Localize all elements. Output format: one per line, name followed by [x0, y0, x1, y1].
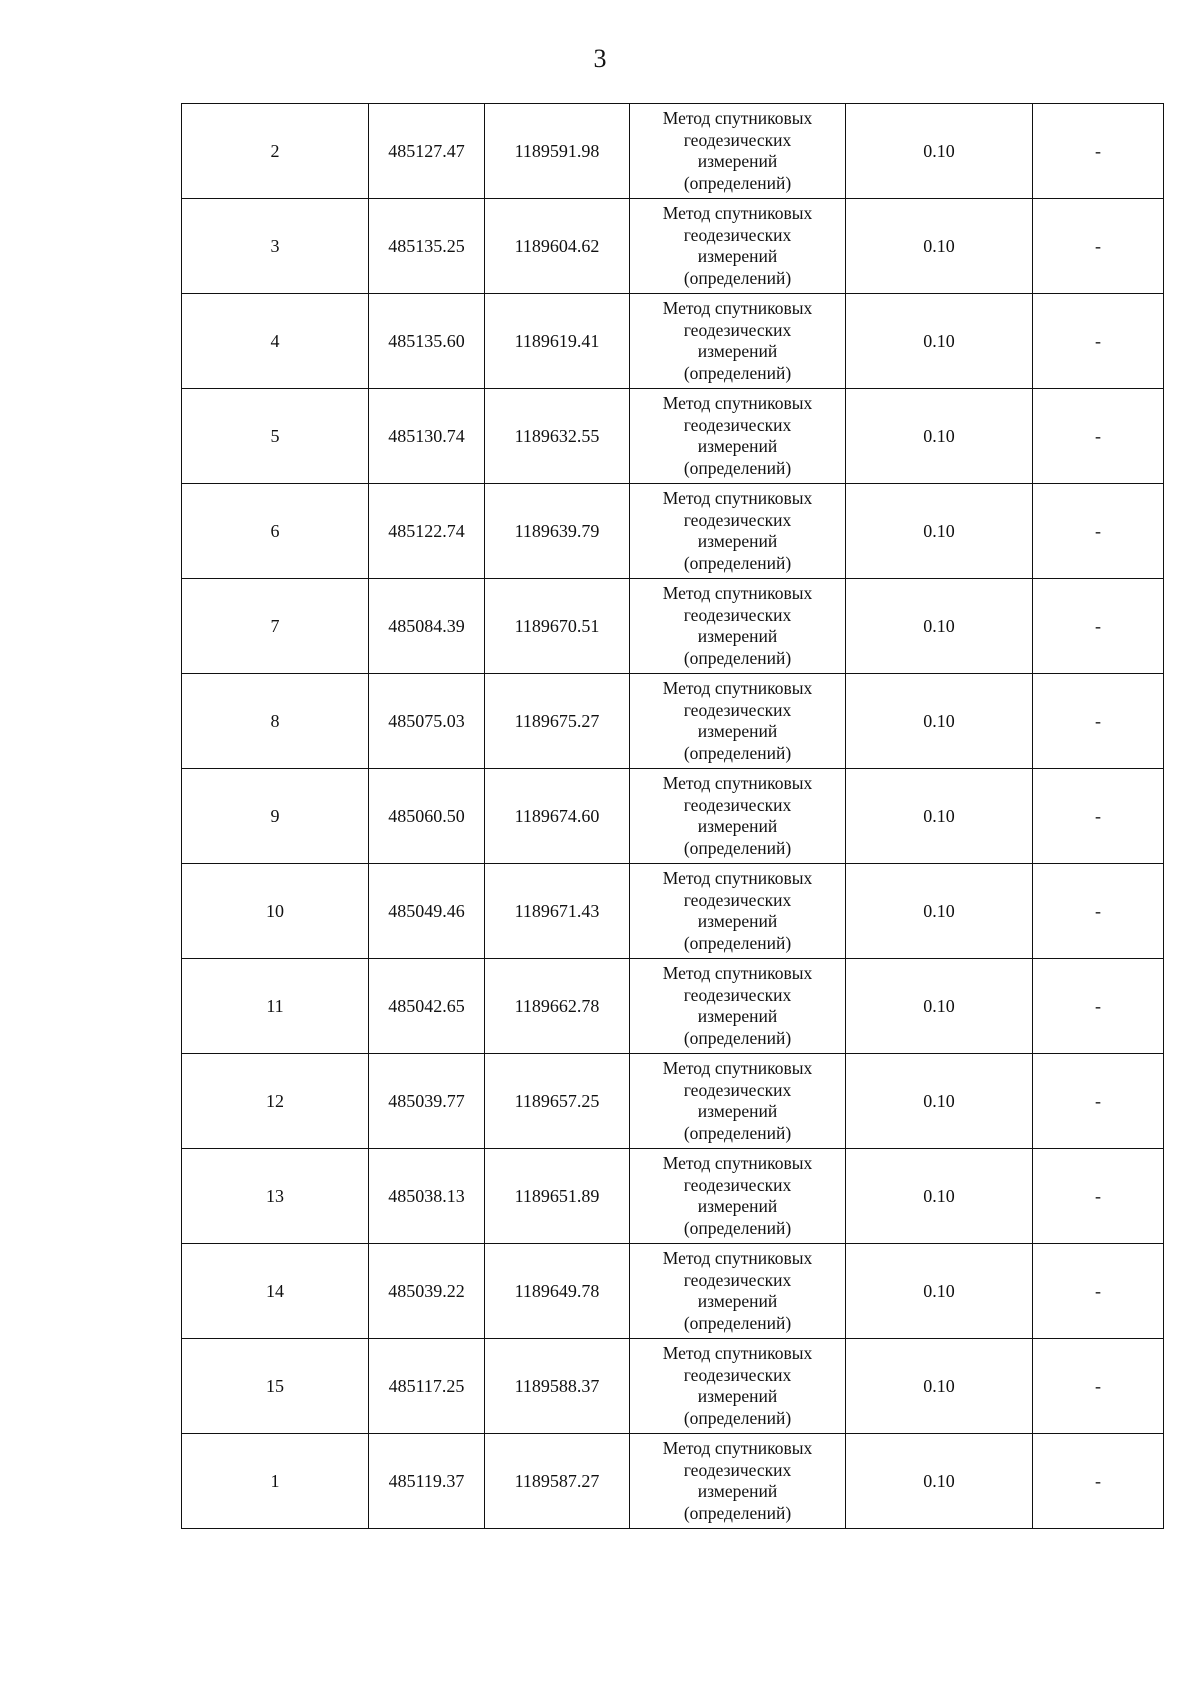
- y-coordinate-cell: 1189662.78: [485, 959, 630, 1054]
- method-line: геодезических: [683, 414, 792, 435]
- method-line: (определений): [683, 1217, 792, 1238]
- method-line: (определений): [683, 1502, 792, 1523]
- method-cell: [630, 674, 846, 769]
- method-line: (определений): [683, 837, 792, 858]
- note-cell: -: [1033, 1339, 1164, 1434]
- point-number-cell: 15: [182, 1339, 369, 1434]
- note-cell: -: [1033, 864, 1164, 959]
- method-line: (определений): [683, 457, 792, 478]
- method-line: измерений: [697, 721, 778, 741]
- table-row: [182, 1054, 1164, 1149]
- x-coordinate-cell: 485042.65: [369, 959, 485, 1054]
- method-cell: [630, 1244, 846, 1339]
- method-line: (определений): [683, 267, 792, 288]
- method-line: геодезических: [683, 224, 792, 245]
- method-line: геодезических: [683, 1459, 792, 1480]
- method-line: геодезических: [683, 984, 792, 1005]
- x-coordinate-cell: 485117.25: [369, 1339, 485, 1434]
- method-cell: [630, 769, 846, 864]
- accuracy-cell: 0.10: [846, 674, 1033, 769]
- accuracy-cell: 0.10: [846, 199, 1033, 294]
- accuracy-cell: 0.10: [846, 1149, 1033, 1244]
- method-line: измерений: [697, 1006, 778, 1026]
- point-number-cell: 2: [182, 104, 369, 199]
- method-line: геодезических: [683, 1269, 792, 1290]
- x-coordinate-cell: 485084.39: [369, 579, 485, 674]
- table-row: [182, 579, 1164, 674]
- method-line: измерений: [697, 1196, 778, 1216]
- method-line: измерений: [697, 151, 778, 171]
- accuracy-cell: 0.10: [846, 1339, 1033, 1434]
- method-cell: [630, 199, 846, 294]
- method-cell: [630, 1054, 846, 1149]
- method-line: геодезических: [683, 509, 792, 530]
- method-cell: [630, 104, 846, 199]
- method-line: геодезических: [683, 1079, 792, 1100]
- method-line: (определений): [683, 362, 792, 383]
- method-line: Метод спутниковых: [662, 583, 813, 603]
- table-row: [182, 1434, 1164, 1529]
- method-line: геодезических: [683, 129, 792, 150]
- point-number-cell: 7: [182, 579, 369, 674]
- method-line: (определений): [683, 172, 792, 193]
- point-number-cell: 12: [182, 1054, 369, 1149]
- method-line: Метод спутниковых: [662, 203, 813, 223]
- table-row: [182, 864, 1164, 959]
- method-line: измерений: [697, 531, 778, 551]
- point-number-cell: 6: [182, 484, 369, 579]
- y-coordinate-cell: 1189651.89: [485, 1149, 630, 1244]
- note-cell: -: [1033, 769, 1164, 864]
- method-line: измерений: [697, 1101, 778, 1121]
- accuracy-cell: 0.10: [846, 769, 1033, 864]
- note-cell: -: [1033, 1434, 1164, 1529]
- y-coordinate-cell: 1189671.43: [485, 864, 630, 959]
- y-coordinate-cell: 1189639.79: [485, 484, 630, 579]
- point-number-cell: 13: [182, 1149, 369, 1244]
- method-line: (определений): [683, 932, 792, 953]
- point-number-cell: 8: [182, 674, 369, 769]
- table-row: [182, 674, 1164, 769]
- method-line: Метод спутниковых: [662, 1343, 813, 1363]
- method-line: (определений): [683, 1407, 792, 1428]
- method-line: измерений: [697, 816, 778, 836]
- method-line: измерений: [697, 1291, 778, 1311]
- x-coordinate-cell: 485135.25: [369, 199, 485, 294]
- y-coordinate-cell: 1189588.37: [485, 1339, 630, 1434]
- y-coordinate-cell: 1189657.25: [485, 1054, 630, 1149]
- table-row: [182, 389, 1164, 484]
- method-line: Метод спутниковых: [662, 678, 813, 698]
- note-cell: -: [1033, 579, 1164, 674]
- table-row: [182, 294, 1164, 389]
- method-cell: [630, 1149, 846, 1244]
- page-number: 3: [593, 44, 607, 73]
- table-row: [182, 1339, 1164, 1434]
- method-line: (определений): [683, 552, 792, 573]
- method-cell: [630, 1339, 846, 1434]
- method-line: измерений: [697, 341, 778, 361]
- point-number-cell: 14: [182, 1244, 369, 1339]
- accuracy-cell: 0.10: [846, 389, 1033, 484]
- method-line: измерений: [697, 911, 778, 931]
- point-number-cell: 10: [182, 864, 369, 959]
- accuracy-cell: 0.10: [846, 864, 1033, 959]
- note-cell: -: [1033, 1149, 1164, 1244]
- y-coordinate-cell: 1189591.98: [485, 104, 630, 199]
- table-row: [182, 104, 1164, 199]
- point-number-cell: 4: [182, 294, 369, 389]
- method-line: геодезических: [683, 794, 792, 815]
- accuracy-cell: 0.10: [846, 579, 1033, 674]
- method-line: измерений: [697, 1481, 778, 1501]
- y-coordinate-cell: 1189604.62: [485, 199, 630, 294]
- method-line: (определений): [683, 1027, 792, 1048]
- method-cell: [630, 864, 846, 959]
- note-cell: -: [1033, 1054, 1164, 1149]
- method-line: измерений: [697, 626, 778, 646]
- method-cell: [630, 294, 846, 389]
- accuracy-cell: 0.10: [846, 1054, 1033, 1149]
- note-cell: -: [1033, 1244, 1164, 1339]
- note-cell: -: [1033, 294, 1164, 389]
- method-line: Метод спутниковых: [662, 298, 813, 318]
- method-line: Метод спутниковых: [662, 393, 813, 413]
- point-number-cell: 3: [182, 199, 369, 294]
- y-coordinate-cell: 1189670.51: [485, 579, 630, 674]
- method-line: Метод спутниковых: [662, 773, 813, 793]
- table-row: [182, 484, 1164, 579]
- x-coordinate-cell: 485038.13: [369, 1149, 485, 1244]
- x-coordinate-cell: 485039.77: [369, 1054, 485, 1149]
- method-line: (определений): [683, 742, 792, 763]
- method-line: измерений: [697, 246, 778, 266]
- method-line: геодезических: [683, 699, 792, 720]
- note-cell: -: [1033, 484, 1164, 579]
- y-coordinate-cell: 1189675.27: [485, 674, 630, 769]
- point-number-cell: 11: [182, 959, 369, 1054]
- y-coordinate-cell: 1189674.60: [485, 769, 630, 864]
- accuracy-cell: 0.10: [846, 959, 1033, 1054]
- accuracy-cell: 0.10: [846, 484, 1033, 579]
- x-coordinate-cell: 485119.37: [369, 1434, 485, 1529]
- x-coordinate-cell: 485039.22: [369, 1244, 485, 1339]
- method-line: геодезических: [683, 604, 792, 625]
- accuracy-cell: 0.10: [846, 1244, 1033, 1339]
- method-line: Метод спутниковых: [662, 1058, 813, 1078]
- note-cell: -: [1033, 389, 1164, 484]
- method-line: Метод спутниковых: [662, 1438, 813, 1458]
- method-line: Метод спутниковых: [662, 488, 813, 508]
- x-coordinate-cell: 485060.50: [369, 769, 485, 864]
- method-line: геодезических: [683, 889, 792, 910]
- x-coordinate-cell: 485122.74: [369, 484, 485, 579]
- table-row: [182, 959, 1164, 1054]
- method-line: Метод спутниковых: [662, 108, 813, 128]
- coordinates-table-body: [182, 104, 1164, 1529]
- table-row: [182, 769, 1164, 864]
- method-line: измерений: [697, 436, 778, 456]
- note-cell: -: [1033, 674, 1164, 769]
- method-cell: [630, 1434, 846, 1529]
- method-line: Метод спутниковых: [662, 1153, 813, 1173]
- coordinates-table: [181, 103, 1164, 1529]
- note-cell: -: [1033, 104, 1164, 199]
- x-coordinate-cell: 485049.46: [369, 864, 485, 959]
- note-cell: -: [1033, 959, 1164, 1054]
- table-row: [182, 1244, 1164, 1339]
- method-line: измерений: [697, 1386, 778, 1406]
- note-cell: -: [1033, 199, 1164, 294]
- y-coordinate-cell: 1189587.27: [485, 1434, 630, 1529]
- method-cell: [630, 484, 846, 579]
- y-coordinate-cell: 1189632.55: [485, 389, 630, 484]
- accuracy-cell: 0.10: [846, 104, 1033, 199]
- accuracy-cell: 0.10: [846, 1434, 1033, 1529]
- accuracy-cell: 0.10: [846, 294, 1033, 389]
- method-cell: [630, 579, 846, 674]
- method-line: геодезических: [683, 1174, 792, 1195]
- method-line: Метод спутниковых: [662, 868, 813, 888]
- point-number-cell: 5: [182, 389, 369, 484]
- point-number-cell: 9: [182, 769, 369, 864]
- table-row: [182, 199, 1164, 294]
- x-coordinate-cell: 485130.74: [369, 389, 485, 484]
- method-line: Метод спутниковых: [662, 963, 813, 983]
- method-line: (определений): [683, 1122, 792, 1143]
- method-line: (определений): [683, 647, 792, 668]
- method-cell: [630, 959, 846, 1054]
- y-coordinate-cell: 1189619.41: [485, 294, 630, 389]
- point-number-cell: 1: [182, 1434, 369, 1529]
- method-line: (определений): [683, 1312, 792, 1333]
- x-coordinate-cell: 485075.03: [369, 674, 485, 769]
- method-cell: [630, 389, 846, 484]
- method-line: геодезических: [683, 1364, 792, 1385]
- y-coordinate-cell: 1189649.78: [485, 1244, 630, 1339]
- method-line: Метод спутниковых: [662, 1248, 813, 1268]
- table-row: [182, 1149, 1164, 1244]
- x-coordinate-cell: 485127.47: [369, 104, 485, 199]
- method-line: геодезических: [683, 319, 792, 340]
- x-coordinate-cell: 485135.60: [369, 294, 485, 389]
